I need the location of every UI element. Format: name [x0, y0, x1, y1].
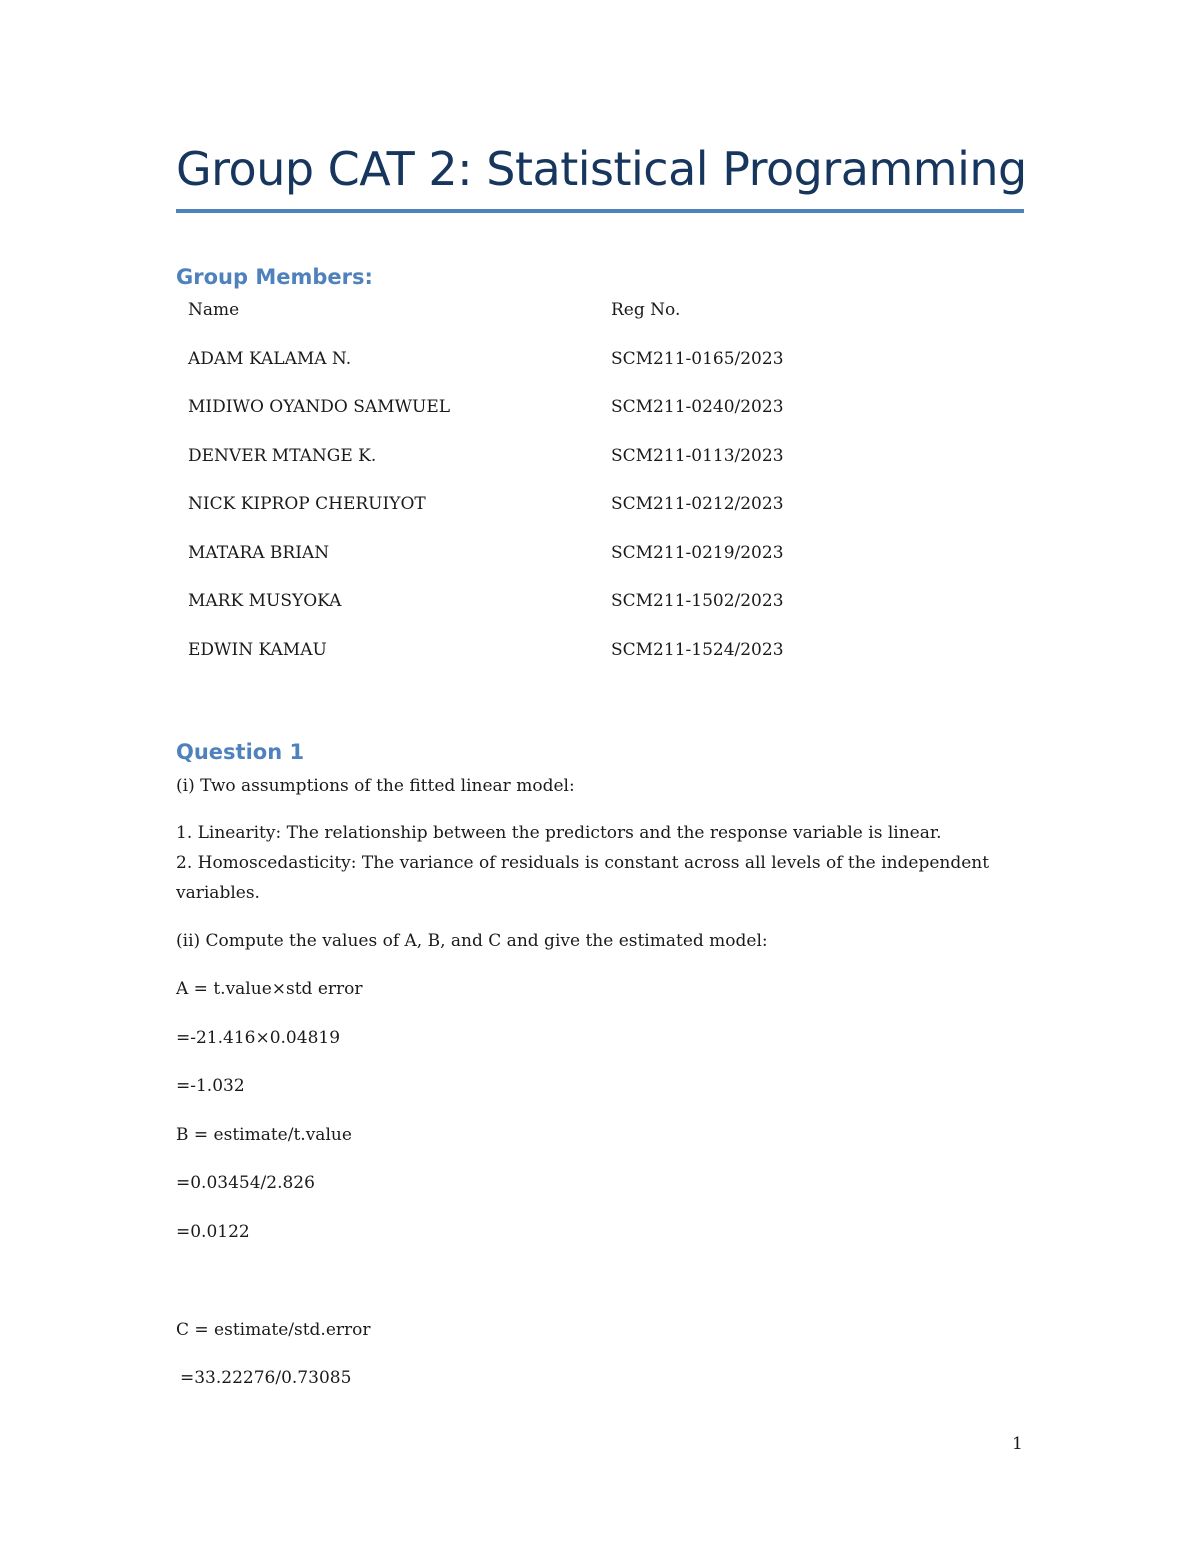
member-reg: SCM211-0219/2023 — [611, 542, 784, 563]
b-formula: B = estimate/t.value — [176, 1125, 352, 1145]
member-name: DENVER MTANGE K. — [188, 445, 377, 466]
members-table — [188, 300, 988, 688]
member-reg: SCM211-1524/2023 — [611, 639, 784, 660]
member-reg: SCM211-1502/2023 — [611, 591, 784, 611]
b-step: =0.03454/2.826 — [176, 1173, 315, 1193]
column-header-name: Name — [188, 300, 240, 320]
member-name: NICK KIPROP CHERUIYOT — [188, 494, 426, 514]
table-row — [188, 397, 988, 446]
title-underline — [176, 209, 1024, 213]
table-row — [188, 591, 988, 640]
table-row — [188, 543, 988, 592]
table-row — [188, 640, 988, 689]
column-header-reg: Reg No. — [611, 300, 681, 320]
page-number: 1 — [1012, 1434, 1023, 1454]
members-header-row — [188, 300, 988, 349]
part-i-prompt: (i) Two assumptions of the fitted linear model: — [176, 776, 575, 796]
member-name: MARK MUSYOKA — [188, 591, 342, 611]
table-row — [188, 494, 988, 543]
member-name: ADAM KALAMA N. — [188, 348, 352, 369]
b-result: =0.0122 — [176, 1222, 250, 1242]
table-row — [188, 446, 988, 495]
c-formula: C = estimate/std.error — [176, 1320, 371, 1340]
member-reg: SCM211-0165/2023 — [611, 348, 784, 369]
member-name: MATARA BRIAN — [188, 542, 330, 563]
assumption-2: 2. Homoscedasticity: The variance of residuals is constant across all levels of the independent variables. — [176, 853, 990, 903]
table-row — [188, 349, 988, 398]
document-title: Group CAT 2: Statistical Programming — [176, 142, 1027, 196]
a-formula: A = t.value×std error — [176, 979, 363, 999]
member-reg: SCM211-0240/2023 — [611, 397, 784, 417]
a-result: =-1.032 — [176, 1076, 245, 1096]
a-step: =-21.416×0.04819 — [176, 1028, 341, 1048]
member-reg: SCM211-0113/2023 — [611, 445, 784, 466]
member-name: EDWIN KAMAU — [188, 639, 327, 660]
assumption-1: 1. Linearity: The relationship between the predictors and the response variable is linear. — [176, 823, 942, 843]
question-1-heading: Question 1 — [176, 740, 305, 764]
member-reg: SCM211-0212/2023 — [611, 494, 784, 514]
group-members-heading: Group Members: — [176, 265, 373, 289]
part-ii-prompt: (ii) Compute the values of A, B, and C and give the estimated model: — [176, 931, 768, 951]
member-name: MIDIWO OYANDO SAMWUEL — [188, 397, 451, 417]
c-step: =33.22276/0.73085 — [180, 1368, 352, 1388]
